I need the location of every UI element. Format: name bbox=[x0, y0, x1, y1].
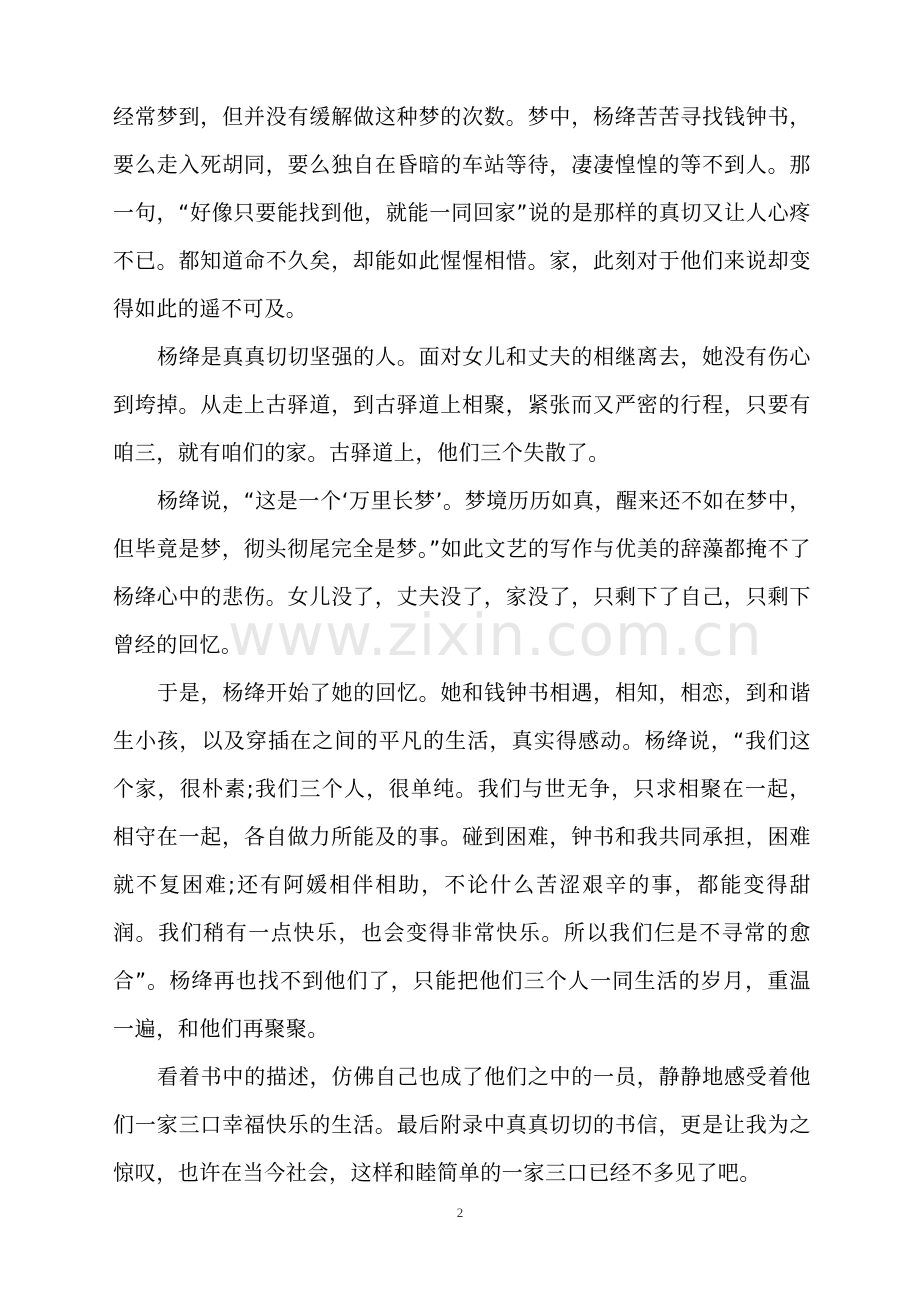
document-body bbox=[113, 93, 811, 1197]
page-number: 2 bbox=[456, 1205, 464, 1220]
watermark: www.zixin.com.cn bbox=[228, 601, 763, 669]
paragraph-4: 于是，杨绛开始了她的回忆。她和钱钟书相遇，相知，相恋，到和谐生小孩，以及穿插在之间的平凡的生活，真实得感动。杨绛说，“我们这个家，很朴素;我们三个人，很单纯。我们与世无争，只求相聚在一起，相守在一起，各自做力所能及的事。碰到困难，钟书和我共同承担，困难就不复困难;还有阿媛相伴相助，不论什么苦涩艰辛的事，都能变得甜润。我们稍有一点快乐，也会变得非常快乐。所以我们仨是不寻常的愈合”。杨绛再也找不到他们了，只能把他们三个人一同生活的岁月，重温一遍，和他们再聚聚。 bbox=[113, 681, 811, 1041]
paragraph-3: 杨绛说，“这是一个‘万里长梦’。梦境历历如真，醒来还不如在梦中，但毕竟是梦，彻头彻尾完全是梦。”如此文艺的写作与优美的辞藻都掩不了杨绛心中的悲伤。女儿没了，丈夫没了，家没了，只剩下了自己，只剩下曾经的回忆。 bbox=[113, 489, 811, 657]
paragraph-1: 经常梦到，但并没有缓解做这种梦的次数。梦中，杨绛苦苦寻找钱钟书，要么走入死胡同，要么独自在昏暗的车站等待，凄凄惶惶的等不到人。那一句，“好像只要能找到他，就能一同回家”说的是那样的真切又让人心疼不已。都知道命不久矣，却能如此惺惺相惜。家，此刻对于他们来说却变得如此的遥不可及。 bbox=[113, 105, 811, 321]
paragraph-2: 杨绛是真真切切坚强的人。面对女儿和丈夫的相继离去，她没有伤心到垮掉。从走上古驿道，到古驿道上相聚，紧张而又严密的行程，只要有咱三，就有咱们的家。古驿道上，他们三个失散了。 bbox=[113, 345, 811, 465]
paragraph-5: 看着书中的描述，仿佛自己也成了他们之中的一员，静静地感受着他们一家三口幸福快乐的生活。最后附录中真真切切的书信，更是让我为之惊叹，也许在当今社会，这样和睦简单的一家三口已经不多见了吧。 bbox=[113, 1065, 811, 1185]
